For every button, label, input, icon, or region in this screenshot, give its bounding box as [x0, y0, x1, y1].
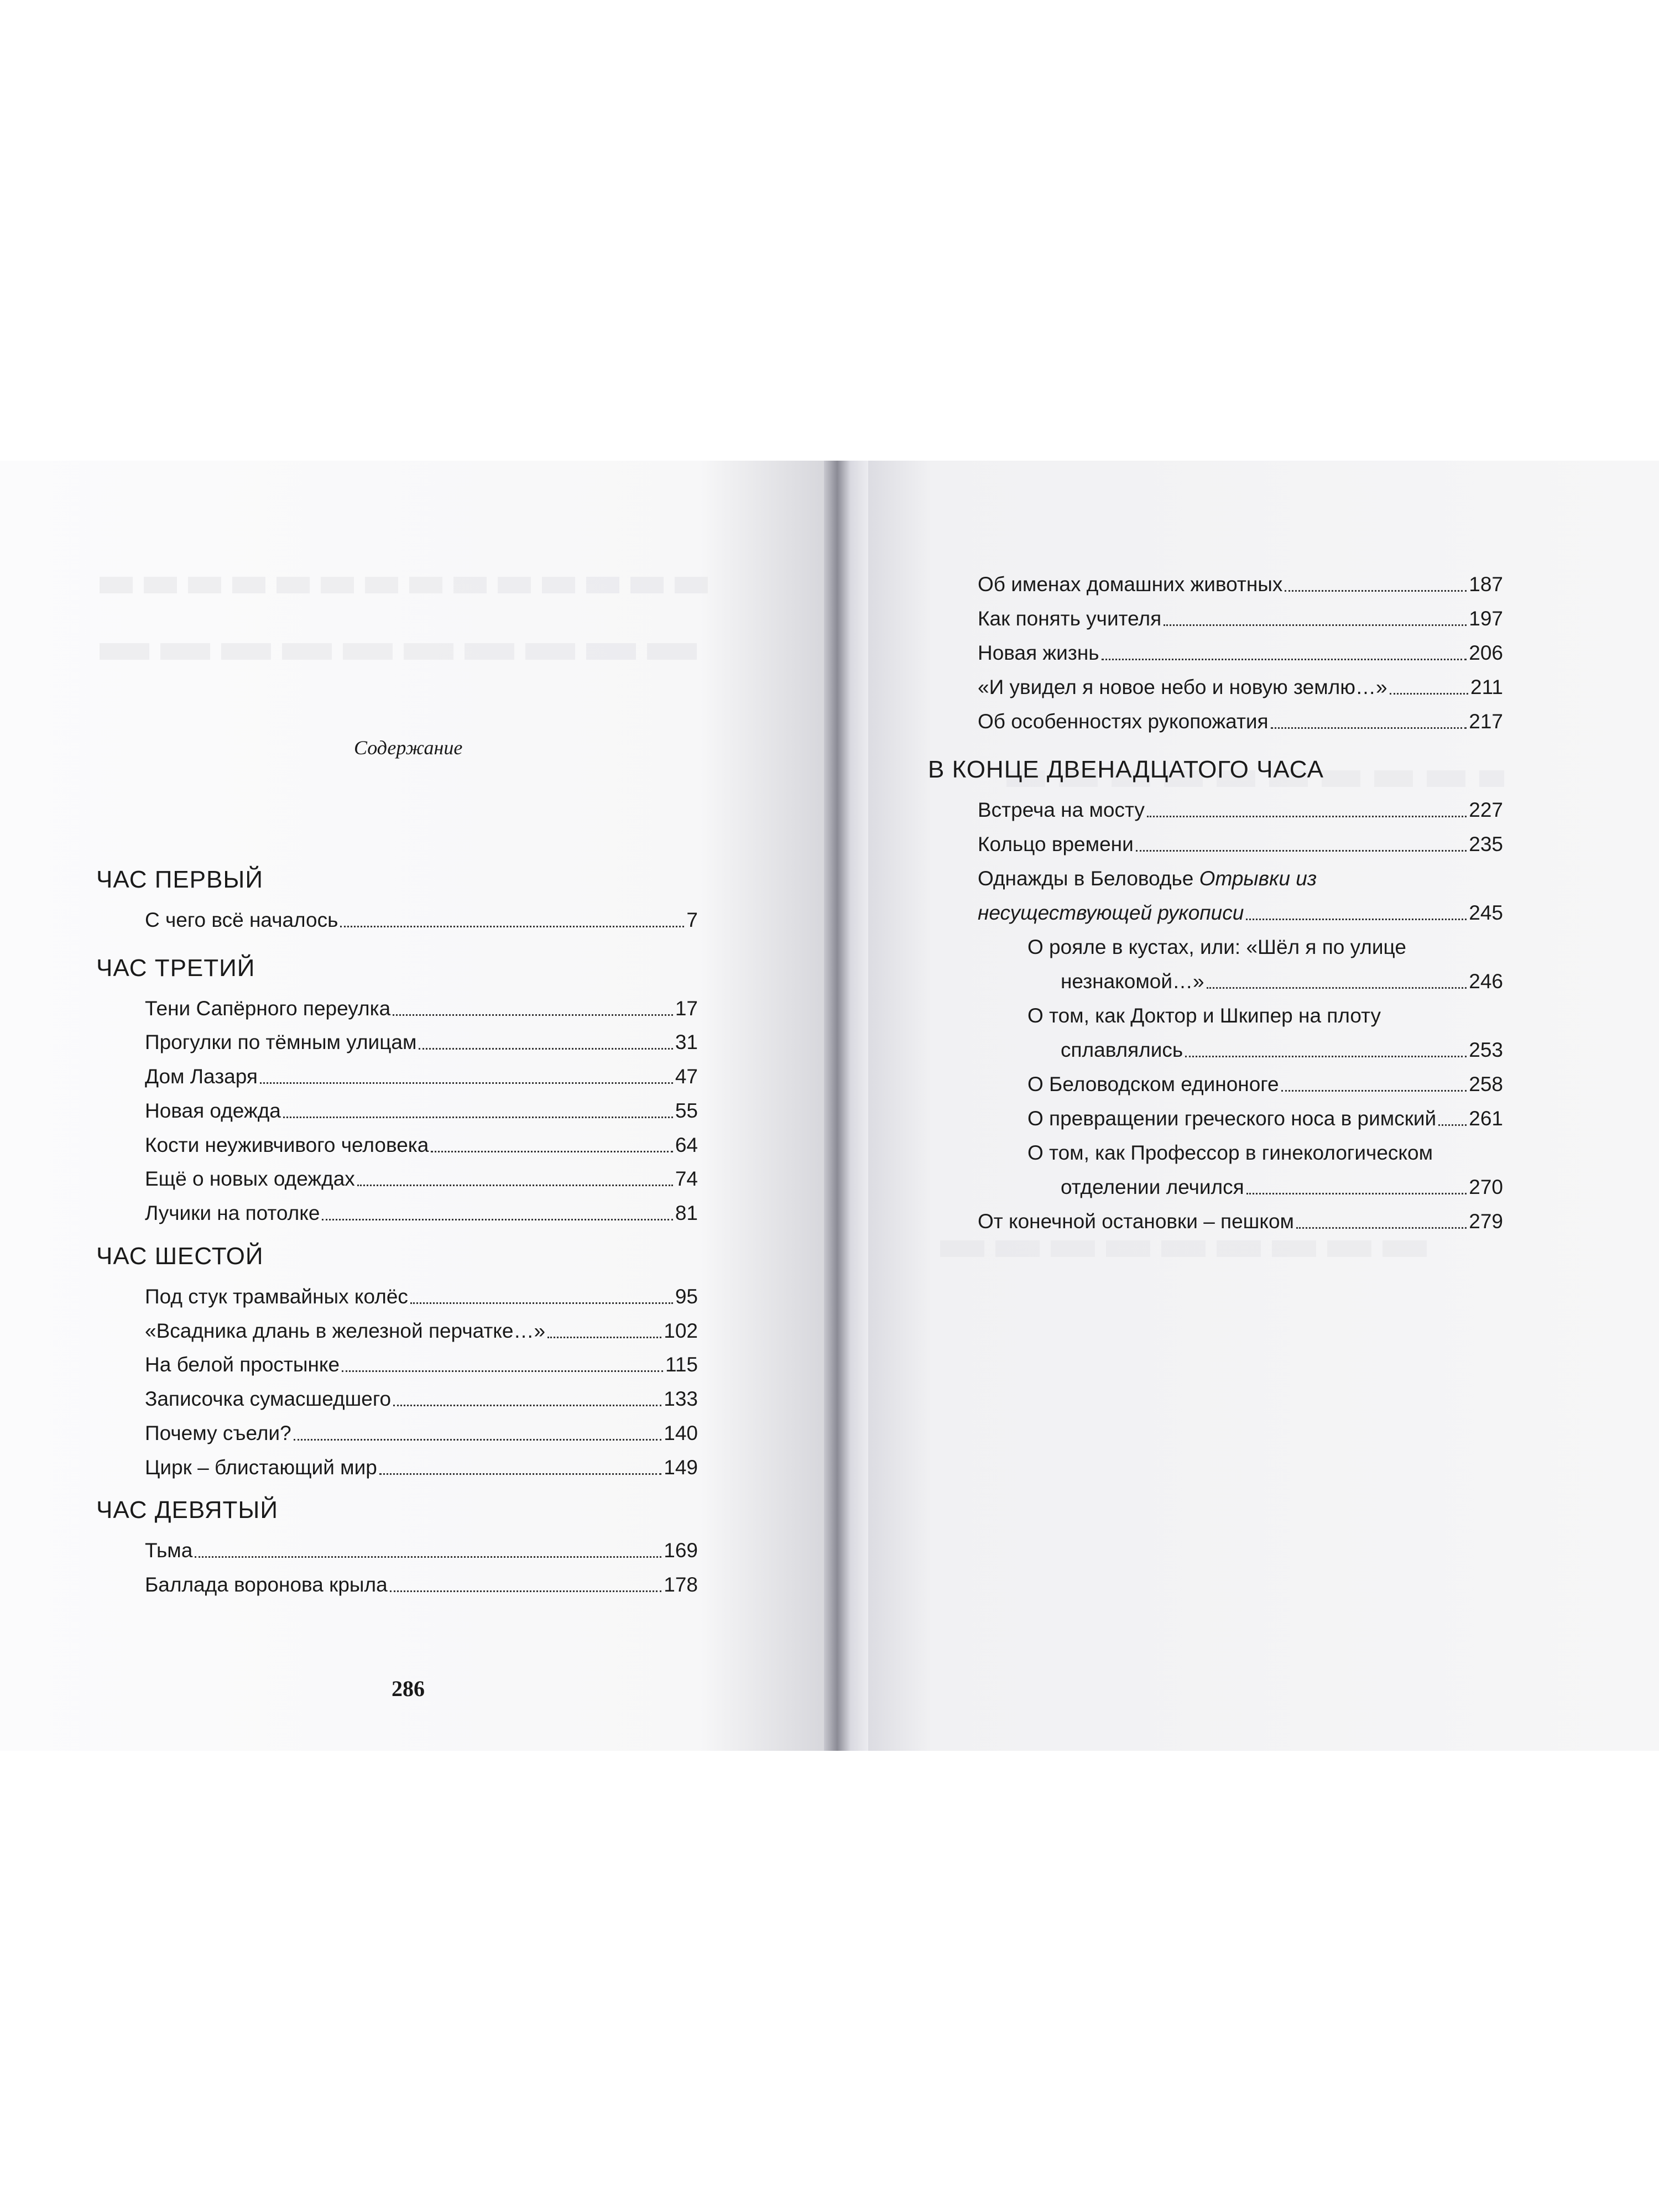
entry-title: Почему съели?	[145, 1422, 291, 1444]
entry-title: Новая жизнь	[978, 641, 1099, 664]
dot-leader	[283, 1117, 673, 1118]
toc-entry[interactable]	[978, 675, 1503, 700]
section-title: В КОНЦЕ ДВЕНАДЦАТОГО ЧАСА	[928, 756, 1324, 783]
toc-entry[interactable]	[978, 607, 1503, 631]
entry-title: Как понять учителя	[978, 607, 1162, 630]
toc-entry[interactable]	[978, 572, 1503, 597]
entry-title-plain: Однажды в Беловодье	[978, 867, 1199, 890]
dot-leader	[1164, 624, 1467, 626]
toc-entry-first-line[interactable]: О том, как Профессор в гинекологическом	[1027, 1141, 1433, 1164]
entry-title: О превращении греческого носа в римский	[1027, 1107, 1437, 1130]
entry-title: Тьма	[145, 1539, 193, 1562]
dot-leader	[1438, 1124, 1467, 1126]
entry-title: Записочка сумасшедшего	[145, 1387, 392, 1410]
dot-leader	[340, 926, 684, 927]
dot-leader	[379, 1473, 661, 1475]
dot-leader	[419, 1048, 672, 1050]
entry-title: отделении лечился	[1061, 1176, 1244, 1198]
entry-page: 149	[664, 1456, 698, 1479]
dot-leader	[1246, 1193, 1467, 1194]
toc-entry[interactable]	[145, 1573, 698, 1597]
dot-leader	[322, 1219, 672, 1220]
entry-title: Тени Сапёрного переулка	[145, 997, 391, 1020]
toc-entry[interactable]	[1027, 1107, 1503, 1131]
entry-page: 55	[675, 1099, 698, 1122]
toc-entry[interactable]	[1027, 1038, 1503, 1062]
toc-entry[interactable]	[145, 1167, 698, 1191]
entry-title: Кости неуживчивого человека	[145, 1134, 429, 1156]
toc-entry[interactable]	[978, 1209, 1503, 1234]
contents-heading: Содержание	[354, 737, 463, 759]
toc-entry[interactable]	[978, 641, 1503, 665]
entry-page: 279	[1469, 1210, 1503, 1233]
toc-entry[interactable]	[145, 1099, 698, 1123]
dot-leader	[1246, 919, 1467, 920]
entry-title: О Беловодском единоноге	[1027, 1073, 1279, 1095]
entry-page: 169	[664, 1539, 698, 1562]
entry-page: 133	[664, 1387, 698, 1410]
dot-leader	[1185, 1056, 1467, 1057]
entry-title-italic: Отрывки из	[1199, 867, 1317, 890]
book-spread	[0, 461, 1659, 1751]
entry-page: 258	[1469, 1073, 1503, 1095]
toc-entry[interactable]	[145, 1319, 698, 1343]
entry-title: С чего всё началось	[145, 909, 338, 931]
entry-page: 270	[1469, 1176, 1503, 1198]
entry-page: 246	[1469, 970, 1503, 993]
entry-page: 245	[1469, 901, 1503, 924]
entry-page: 206	[1469, 641, 1503, 664]
toc-entry[interactable]	[1027, 1072, 1503, 1097]
dot-leader	[390, 1590, 662, 1592]
toc-entry[interactable]	[978, 798, 1503, 822]
dot-leader	[1102, 659, 1467, 660]
entry-title: От конечной остановки – пешком	[978, 1210, 1294, 1233]
dot-leader	[1296, 1227, 1467, 1229]
entry-page: 261	[1469, 1107, 1503, 1130]
entry-page: 211	[1470, 676, 1503, 698]
dot-leader	[195, 1556, 661, 1558]
book-gutter	[824, 461, 868, 1751]
toc-entry[interactable]	[145, 908, 698, 932]
entry-page: 217	[1469, 710, 1503, 733]
entry-page: 17	[675, 997, 698, 1020]
entry-page: 197	[1469, 607, 1503, 630]
entry-page: 227	[1469, 799, 1503, 821]
toc-entry[interactable]	[145, 1285, 698, 1309]
dot-leader	[1281, 1090, 1467, 1092]
entry-title: Об особенностях рукопожатия	[978, 710, 1269, 733]
dot-leader	[294, 1439, 662, 1441]
toc-entry[interactable]	[978, 832, 1503, 857]
page-number: 286	[392, 1676, 425, 1701]
toc-entry[interactable]	[145, 1030, 698, 1055]
entry-page: 81	[675, 1202, 698, 1224]
dot-leader	[1147, 816, 1467, 817]
dot-leader	[431, 1151, 672, 1152]
entry-title: Прогулки по тёмным улицам	[145, 1031, 417, 1053]
toc-entry[interactable]	[145, 1538, 698, 1563]
dot-leader	[1285, 590, 1467, 592]
entry-page: 102	[664, 1319, 698, 1342]
dot-leader	[393, 1014, 673, 1016]
entry-title: Дом Лазаря	[145, 1065, 258, 1088]
dot-leader	[260, 1082, 673, 1084]
entry-page: 115	[665, 1353, 698, 1376]
bleed-through-shadow	[100, 643, 708, 660]
section-title: ЧАС ТРЕТИЙ	[96, 954, 255, 982]
entry-page: 235	[1469, 833, 1503, 855]
entry-title-italic: несуществующей рукописи	[978, 901, 1244, 924]
entry-page: 178	[664, 1573, 698, 1596]
toc-entry-first-line[interactable]	[978, 867, 1317, 891]
bleed-through-shadow	[940, 1240, 1438, 1257]
entry-page: 64	[675, 1134, 698, 1156]
dot-leader	[410, 1302, 673, 1304]
dot-leader	[1207, 987, 1467, 989]
entry-title: Об именах домашних животных	[978, 573, 1283, 596]
toc-entry[interactable]	[145, 1387, 698, 1411]
toc-entry[interactable]	[145, 1353, 698, 1377]
entry-title: Цирк – блистающий мир	[145, 1456, 377, 1479]
dot-leader	[547, 1337, 661, 1338]
toc-entry[interactable]	[145, 1201, 698, 1225]
toc-entry[interactable]	[1027, 1175, 1503, 1199]
section-title: ЧАС ДЕВЯТЫЙ	[96, 1496, 278, 1524]
entry-title: Ещё о новых одеждах	[145, 1167, 355, 1190]
entry-title: Новая одежда	[145, 1099, 281, 1122]
section-title: ЧАС ПЕРВЫЙ	[96, 866, 263, 893]
entry-title: Под стук трамвайных колёс	[145, 1285, 408, 1308]
entry-title: На белой простынке	[145, 1353, 340, 1376]
dot-leader	[1271, 727, 1467, 729]
dot-leader	[1390, 693, 1468, 695]
entry-page: 253	[1469, 1039, 1503, 1061]
entry-title: Встреча на мосту	[978, 799, 1145, 821]
entry-page: 95	[675, 1285, 698, 1308]
entry-page: 74	[675, 1167, 698, 1190]
toc-entry[interactable]	[1027, 969, 1503, 994]
dot-leader	[357, 1185, 673, 1186]
entry-title: «И увидел я новое небо и новую землю…»	[978, 676, 1387, 698]
toc-entry[interactable]	[145, 997, 698, 1021]
toc-entry-first-line[interactable]: О рояле в кустах, или: «Шёл я по улице	[1027, 936, 1406, 958]
entry-title: Лучики на потолке	[145, 1202, 320, 1224]
entry-page: 140	[664, 1422, 698, 1444]
dot-leader	[342, 1370, 663, 1372]
dot-leader	[1136, 850, 1467, 852]
entry-title: незнакомой…»	[1061, 970, 1204, 993]
entry-title: сплавлялись	[1061, 1039, 1183, 1061]
entry-page: 47	[675, 1065, 698, 1088]
section-title: ЧАС ШЕСТОЙ	[96, 1243, 264, 1270]
entry-page: 31	[675, 1031, 698, 1053]
toc-entry[interactable]	[978, 901, 1503, 925]
toc-entry[interactable]	[145, 1421, 698, 1446]
entry-title: Баллада воронова крыла	[145, 1573, 388, 1596]
entry-title: «Всадника длань в железной перчатке…»	[145, 1319, 546, 1342]
entry-title: Кольцо времени	[978, 833, 1134, 855]
entry-page: 7	[686, 909, 698, 931]
bleed-through-shadow	[100, 577, 708, 593]
toc-entry[interactable]	[145, 1455, 698, 1480]
entry-page: 187	[1469, 573, 1503, 596]
dot-leader	[393, 1405, 661, 1406]
toc-entry-first-line[interactable]: О том, как Доктор и Шкипер на плоту	[1027, 1004, 1381, 1027]
toc-entry[interactable]	[145, 1065, 698, 1089]
toc-entry[interactable]	[145, 1133, 698, 1157]
toc-entry[interactable]	[978, 709, 1503, 734]
